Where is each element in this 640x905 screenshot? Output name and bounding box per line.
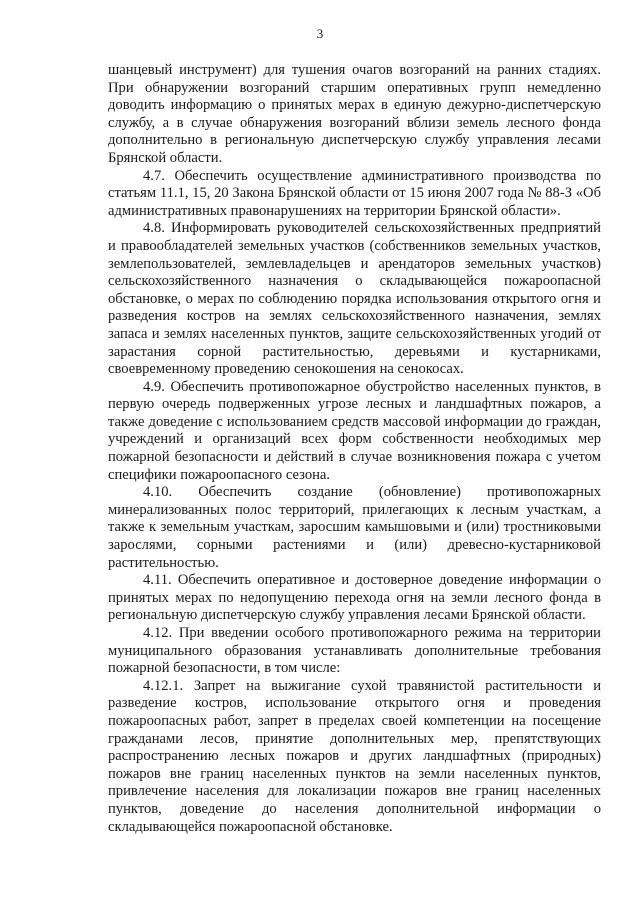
- paragraph-4-11: 4.11. Обеспечить оперативное и достоверное доведение информации о принятых мерах по недопущению перехода огня на земли лесного фонда в региональную диспетчерскую службу управления лесами Брянской области.: [108, 572, 601, 624]
- paragraph-4-12: 4.12. При введении особого противопожарного режима на территории муниципального образования устанавливать дополнительные требования пожарной безопасности, в том числе:: [108, 625, 601, 677]
- paragraph-continuation: шанцевый инструмент) для тушения очагов возгораний на ранних стадиях. При обнаружении возгораний старшим оперативных групп немедленно доводить информацию о принятых мерах в единую дежурно-диспетчерскую службу, а в случае обнаружения возгораний вблизи земель лесного фонда дополнительно в региональную диспетчерскую службу управления лесами Брянской области.: [108, 62, 601, 166]
- page-number: 3: [316, 26, 324, 41]
- paragraph-4-7: 4.7. Обеспечить осуществление административного производства по статьям 11.1, 15, 20 Закона Брянской области от 15 июня 2007 года № 88-З «Об административных правонарушениях на территории Брянской области».: [108, 167, 601, 219]
- paragraph-4-8: 4.8. Информировать руководителей сельскохозяйственных предприятий и правообладателей земельных участков (собственников земельных участков, землепользователей, землевладельцев и арендаторов земельных участков) сельскохозяйственного назначения о складывающейся пожароопасной обстановке, о мерах по соблюдению порядка использования открытого огня и разведения костров на землях сельскохозяйственного назначения, землях запаса и землях населенных пунктов, защите сельскохозяйственных угодий от зарастания сорной растительностью, деревьями и кустарниками, своевременному проведению сенокошения на сенокосах.: [108, 220, 601, 378]
- document-body: [108, 62, 601, 836]
- paragraph-4-9: 4.9. Обеспечить противопожарное обустройство населенных пунктов, в первую очередь подверженных угрозе лесных и ландшафтных пожаров, а также доведение с использованием средств массовой информации до граждан, учреждений и организаций всех форм собственности необходимых мер пожарной безопасности и действий в случае возникновения пожара с учетом специфики пожароопасного сезона.: [108, 378, 601, 483]
- paragraph-4-12-1: 4.12.1. Запрет на выжигание сухой травянистой растительности и разведение костров, использование открытого огня и проведения пожароопасных работ, запрет в пределах своей компетенции на посещение гражданами лесов, принятие дополнительных мер, препятствующих распространению лесных пожаров и других ландшафтных (природных) пожаров вне границ населенных пунктов на земли населенных пунктов, привлечение населения для локализации пожаров вне границ населенных пунктов, доведение до населения дополнительной информации о складывающейся пожароопасной обстановке.: [108, 677, 601, 835]
- paragraph-4-10: 4.10. Обеспечить создание (обновление) противопожарных минерализованных полос территорий, прилегающих к лесным участкам, а также к земельным участкам, заросшим камышовыми и (или) тростниковыми зарослями, сорными растениями и (или) древесно-кустарниковой растительностью.: [108, 484, 601, 571]
